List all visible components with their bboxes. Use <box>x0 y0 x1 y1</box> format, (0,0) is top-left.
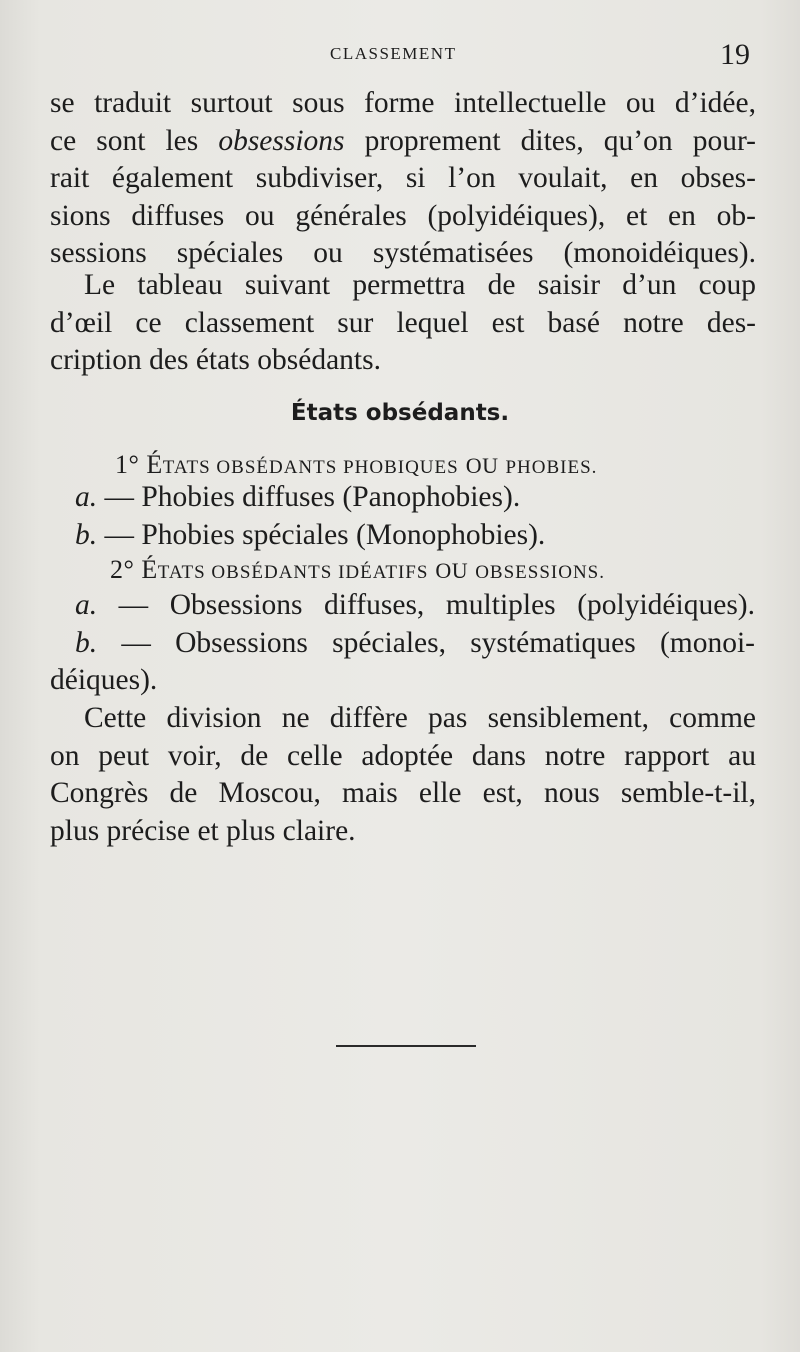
classification-item-continuation: déiques). <box>50 664 158 696</box>
text-line: Congrès de Moscou, mais elle est, nous semble-t-il, <box>50 777 756 809</box>
running-title: CLASSEMENT <box>330 44 457 63</box>
classification-title: États obsédants. <box>290 400 510 426</box>
text-line: se traduit surtout sous forme intellectuelle ou d’idée, <box>50 87 756 119</box>
text-line: Le tableau suivant permettra de saisir d’un coup <box>84 269 756 301</box>
page-number: 19 <box>720 38 750 71</box>
text-line: rait également subdiviser, si l’on voulait, en obses- <box>50 162 756 194</box>
group-heading-obsessions: 2° ÉTATS OBSÉDANTS IDÉATIFS OU OBSESSIONS. <box>110 555 605 584</box>
paragraph-3 <box>50 700 756 850</box>
classification-item: a. — Phobies diffuses (Panophobies). <box>75 481 521 513</box>
text-line: sions diffuses ou générales (polyidéiques), et en ob- <box>50 199 756 232</box>
classification-item: b. — Phobies spéciales (Monophobies). <box>75 519 546 551</box>
emphasis-obsessions: obsessions <box>218 124 345 157</box>
paragraph-1 <box>50 85 756 273</box>
paragraph-2 <box>50 267 756 380</box>
classification-item: a. — Obsessions diffuses, multiples (polyidéiques). <box>75 589 755 621</box>
text-line: plus précise et plus claire. <box>50 814 356 847</box>
group-heading-phobies: 1° ÉTATS OBSÉDANTS PHOBIQUES OU PHOBIES. <box>115 450 598 479</box>
text-line: cription des états obsédants. <box>50 344 381 376</box>
running-header <box>0 38 800 78</box>
text-line: on peut voir, de celle adoptée dans notre rapport au <box>50 739 756 772</box>
classification-item: b. — Obsessions spéciales, systématiques (monoi- <box>75 627 755 659</box>
text-line: sessions spéciales ou systématisées (monoidéiques). <box>50 237 756 269</box>
text-line: ce sont les obsessions proprement dites, qu’on pour- <box>50 124 756 157</box>
text-line: d’œil ce classement sur lequel est basé notre des- <box>50 306 756 339</box>
text-line: Cette division ne diffère pas sensiblement, comme <box>84 702 756 734</box>
end-rule <box>336 1045 476 1047</box>
